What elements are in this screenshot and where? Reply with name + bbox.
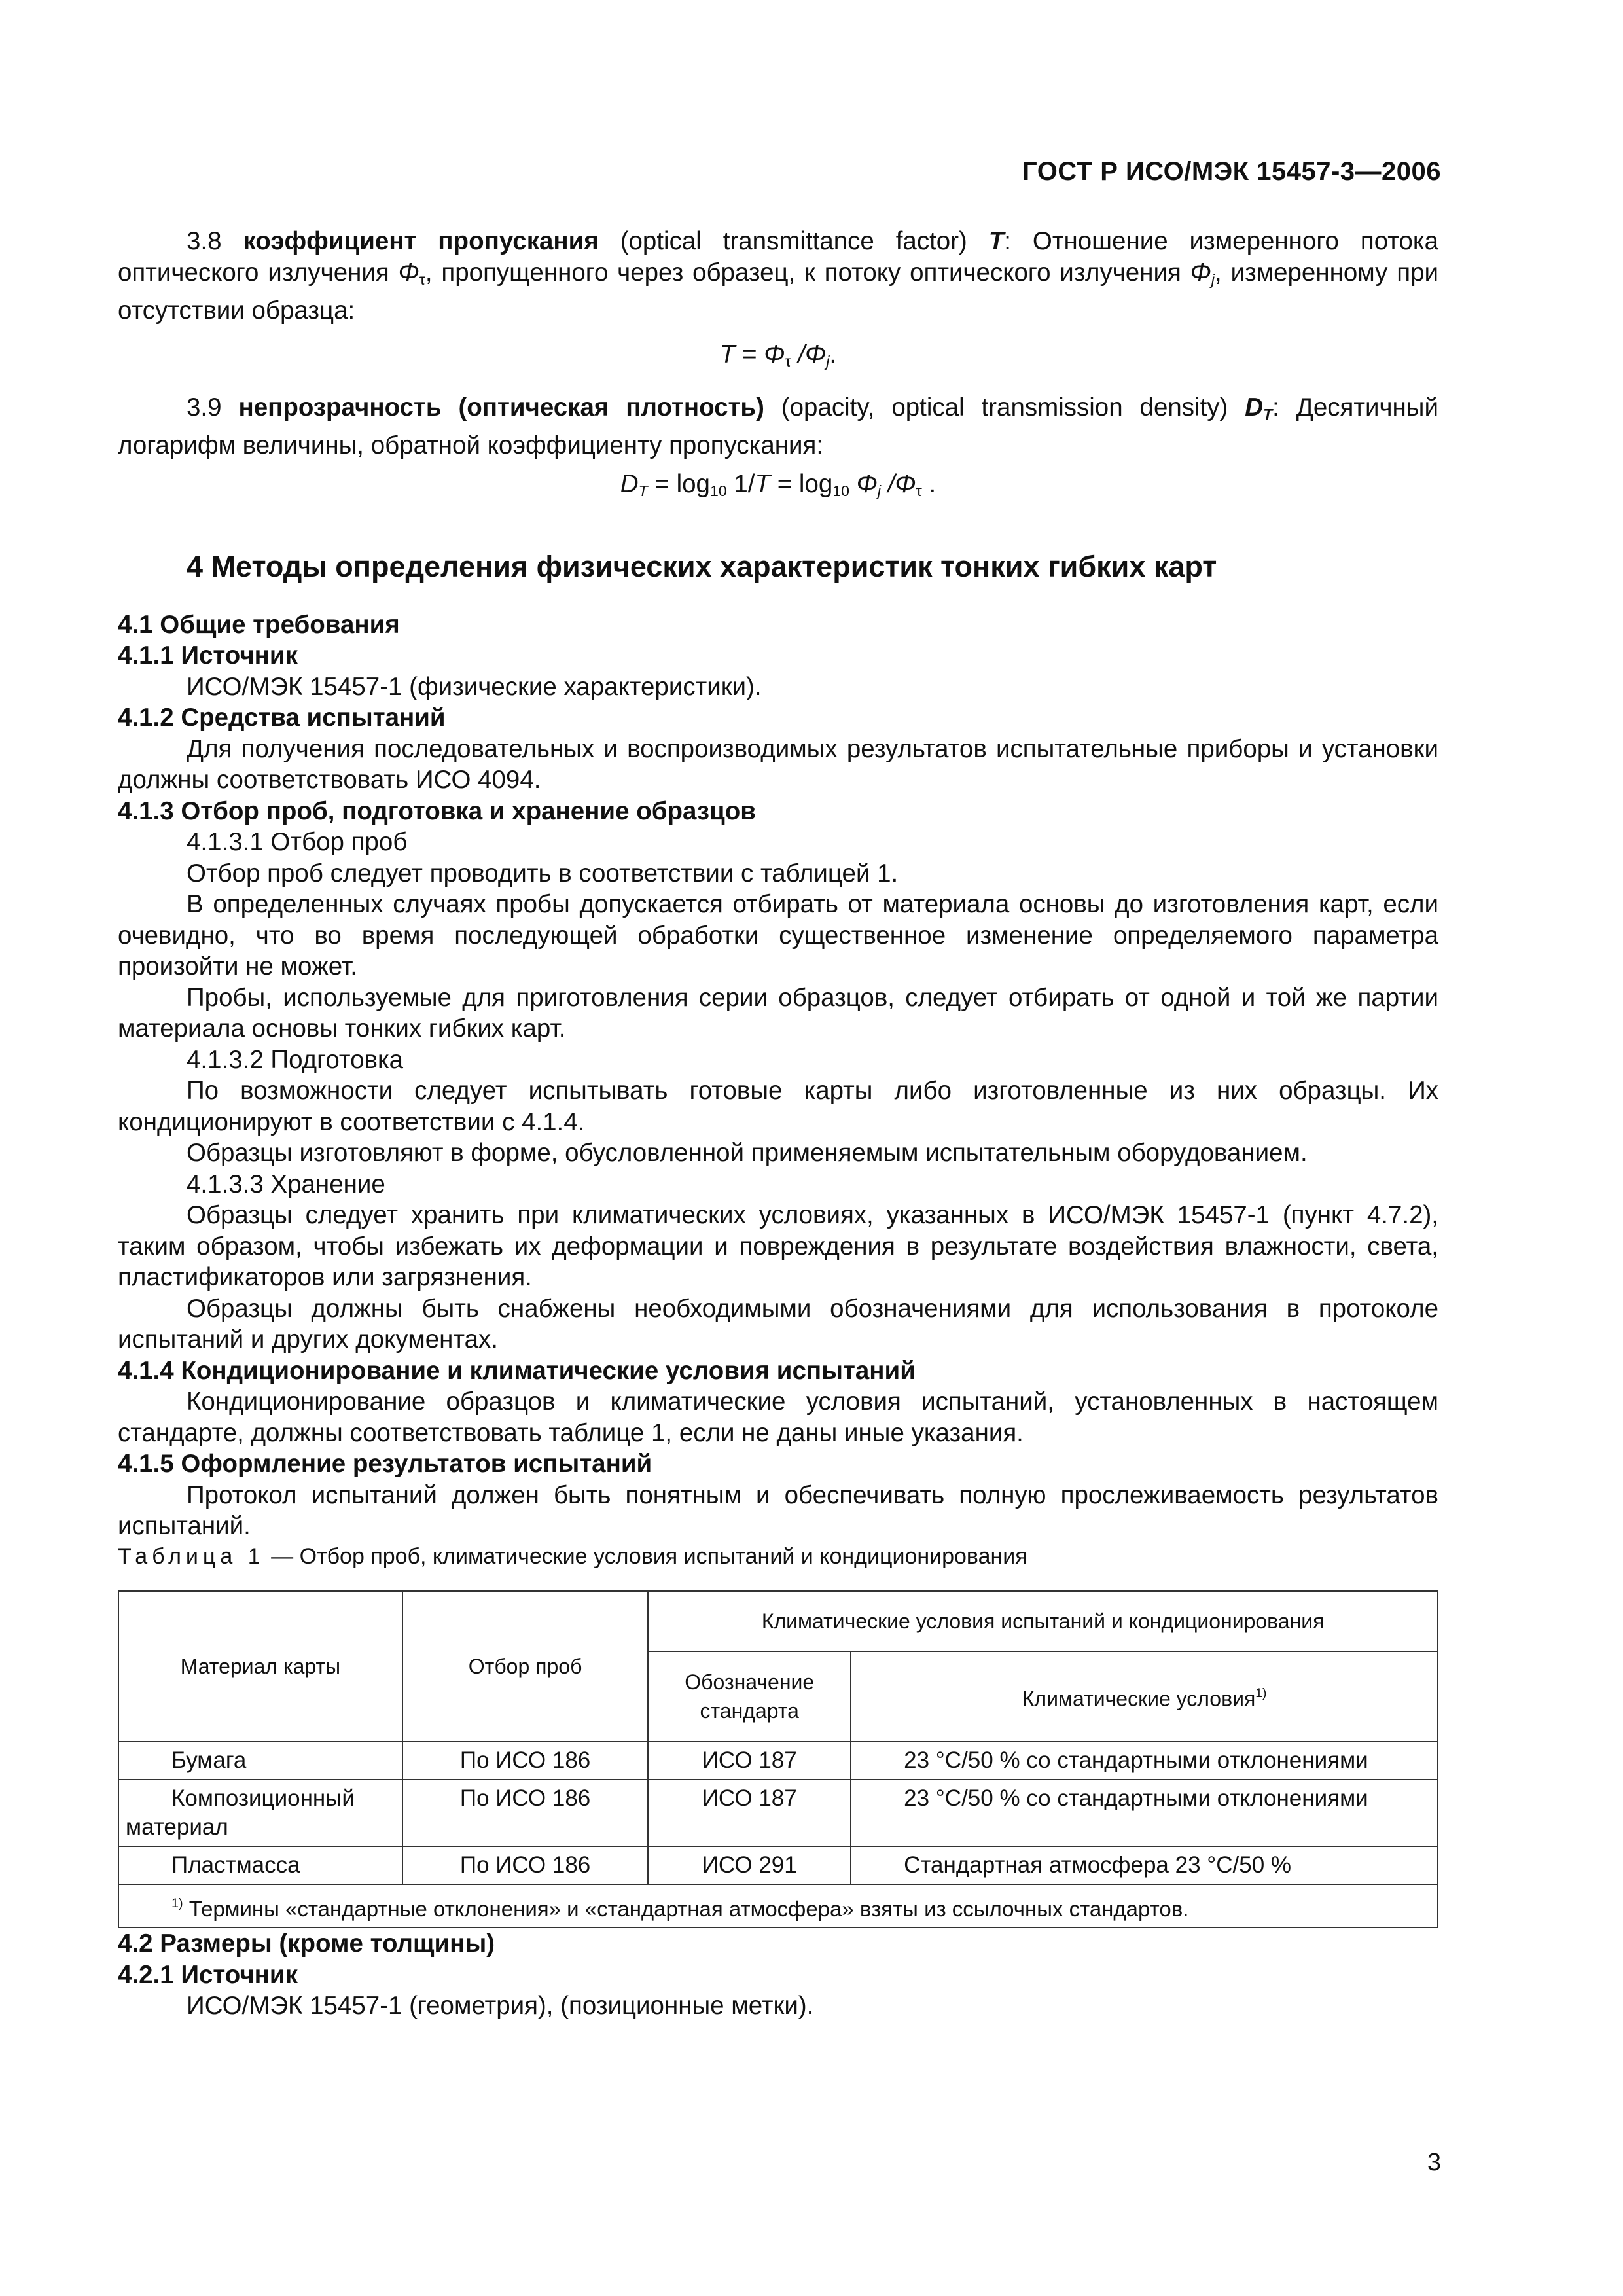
heading-4-2: 4.2 Размеры (кроме толщины) bbox=[118, 1929, 495, 1958]
subheading-4-1-3-2: 4.1.3.2 Подготовка bbox=[187, 1045, 404, 1074]
page-content bbox=[118, 226, 1438, 2022]
term-english: (optical transmittance factor) bbox=[620, 227, 967, 255]
cell-sampling: По ИСО 186 bbox=[402, 1742, 648, 1780]
definition-text: , пропущенного через образец, к потоку оптического излучения bbox=[425, 258, 1190, 287]
paragraph: По возможности следует испытывать готовые карты либо изготовленные из них образцы. Их кондиционируют в соответствии с 4.1.4. bbox=[118, 1077, 1438, 1136]
paragraph: ИСО/МЭК 15457-1 (физические характеристики). bbox=[187, 672, 762, 701]
paragraph: Образцы должны быть снабжены необходимыми обозначениями для использования в протоколе испытаний и других документах. bbox=[118, 1294, 1438, 1354]
symbol: Φ bbox=[1190, 258, 1211, 287]
section-4-title: 4 Методы определения физических характеристик тонких гибких карт bbox=[187, 549, 1217, 583]
subscript: τ bbox=[419, 270, 425, 288]
header-material: Материал карты bbox=[118, 1591, 402, 1742]
clause-number: 3.8 bbox=[187, 227, 222, 255]
paragraph: Протокол испытаний должен быть понятным и обеспечивать полную прослеживаемость результатов испытаний. bbox=[118, 1480, 1438, 1541]
paragraph: Кондиционирование образцов и климатические условия испытаний, установленных в настоящем стандарте, должны соответствовать таблице 1, если не даны иные указания. bbox=[118, 1388, 1438, 1447]
term-english: (opacity, optical transmission density) bbox=[781, 393, 1228, 422]
table-caption: Таблица 1 — Отбор проб, климатические условия испытаний и кондиционирования bbox=[118, 1543, 1027, 1569]
cell-standard: ИСО 187 bbox=[648, 1742, 851, 1780]
document-header: ГОСТ Р ИСО/МЭК 15457-3—2006 bbox=[1022, 157, 1441, 186]
page-number: 3 bbox=[1427, 2149, 1441, 2176]
heading-4-1-2: 4.1.2 Средства испытаний bbox=[118, 704, 446, 732]
definition-text: , измеренному при отсутствии образца: bbox=[118, 258, 1438, 325]
header-sampling: Отбор проб bbox=[402, 1591, 648, 1742]
cell-material: Пластмасса bbox=[118, 1846, 402, 1884]
definition-text: : Десятичный логарифм величины, обратной коэффициенту пропускания: bbox=[118, 393, 1438, 459]
cell-standard: ИСО 291 bbox=[648, 1846, 851, 1884]
cell-material: Композиционный материал bbox=[118, 1780, 402, 1846]
header-climate-group: Климатические условия испытаний и кондиционирования bbox=[648, 1591, 1438, 1651]
heading-4-1: 4.1 Общие требования bbox=[118, 610, 400, 639]
heading-4-1-4: 4.1.4 Кондиционирование и климатические условия испытаний bbox=[118, 1356, 916, 1385]
subheading-4-1-3-1: 4.1.3.1 Отбор проб bbox=[187, 828, 408, 857]
subheading-4-1-3-3: 4.1.3.3 Хранение bbox=[187, 1170, 385, 1198]
term: непрозрачность (оптическая плотность) bbox=[238, 393, 764, 422]
heading-4-1-1: 4.1.1 Источник bbox=[118, 641, 298, 670]
header-conditions: Климатические условия$^{1)}$ bbox=[851, 1651, 1438, 1742]
symbol: D bbox=[1245, 393, 1264, 422]
formula-opacity: $D_T = \log_{10} 1/T = \log_{10} \Phi_j$ $/\Phi_\tau$ . bbox=[620, 470, 936, 500]
table-footnote: $^{1)}$ Термины «стандартные отклонения» и «стандартная атмосфера» взяты из ссылочных стандартов. bbox=[118, 1884, 1438, 1928]
definition-text: : Отношение измеренного потока оптического излучения bbox=[118, 227, 1438, 287]
table-row bbox=[118, 1742, 1438, 1780]
term: коэффициент пропускания bbox=[243, 227, 599, 255]
clause-number: 3.9 bbox=[187, 393, 222, 422]
cell-material: Бумага bbox=[118, 1742, 402, 1780]
subscript: j bbox=[1211, 270, 1215, 288]
table-row bbox=[118, 1846, 1438, 1884]
paragraph: Образцы следует хранить при климатических условиях, указанных в ИСО/МЭК 15457-1 (пункт 4.7.2), таким образом, чтобы избежать их деформации и повреждения в результате воздействия влажности, света, пластификаторов или загрязнения. bbox=[118, 1201, 1438, 1292]
paragraph: В определенных случаях пробы допускается отбирать от материала основы до изготовления карт, если очевидно, что во время последующей обработки существенное изменение определяемого параметра произойти не может. bbox=[118, 890, 1438, 981]
heading-4-1-3: 4.1.3 Отбор проб, подготовка и хранение образцов bbox=[118, 797, 756, 825]
paragraph: Отбор проб следует проводить в соответствии с таблицей 1. bbox=[187, 859, 899, 888]
table-1 bbox=[118, 1590, 1438, 1929]
symbol: T bbox=[988, 227, 1005, 255]
definition-3-9: 3.9 непрозрачность (оптическая плотность) (opacity, optical transmission density) $D_T$: Десятичный логарифм величины, обратной коэффициенту пропускания: bbox=[118, 393, 1438, 459]
header-standard: Обозначение стандарта bbox=[648, 1651, 851, 1742]
cell-sampling: По ИСО 186 bbox=[402, 1780, 648, 1846]
table-footnote-row bbox=[118, 1884, 1438, 1928]
cell-standard: ИСО 187 bbox=[648, 1780, 851, 1846]
paragraph: Пробы, используемые для приготовления серии образцов, следует отбирать от одной и той же партии материала основы тонких гибких карт. bbox=[118, 983, 1438, 1043]
paragraph: ИСО/МЭК 15457-1 (геометрия), (позиционные метки). bbox=[187, 1992, 814, 2020]
paragraph: Образцы изготовляют в форме, обусловленной применяемым испытательным оборудованием. bbox=[187, 1139, 1308, 1168]
heading-4-2-1: 4.2.1 Источник bbox=[118, 1960, 298, 1989]
symbol: Φ bbox=[398, 258, 419, 287]
cell-conditions: 23 °С/50 % со стандартными отклонениями bbox=[851, 1780, 1438, 1846]
paragraph: Для получения последовательных и воспроизводимых результатов испытательные приборы и установки должны соответствовать ИСО 4094. bbox=[118, 734, 1438, 795]
definition-3-8 bbox=[118, 226, 1438, 326]
cell-conditions: 23 °С/50 % со стандартными отклонениями bbox=[851, 1742, 1438, 1780]
cell-conditions: Стандартная атмосфера 23 °С/50 % bbox=[851, 1846, 1438, 1884]
cell-sampling: По ИСО 186 bbox=[402, 1846, 648, 1884]
table-row bbox=[118, 1780, 1438, 1846]
heading-4-1-5: 4.1.5 Оформление результатов испытаний bbox=[118, 1450, 652, 1479]
formula-transmittance: $T = \Phi_\tau$ $/\Phi_j$. bbox=[719, 340, 837, 370]
